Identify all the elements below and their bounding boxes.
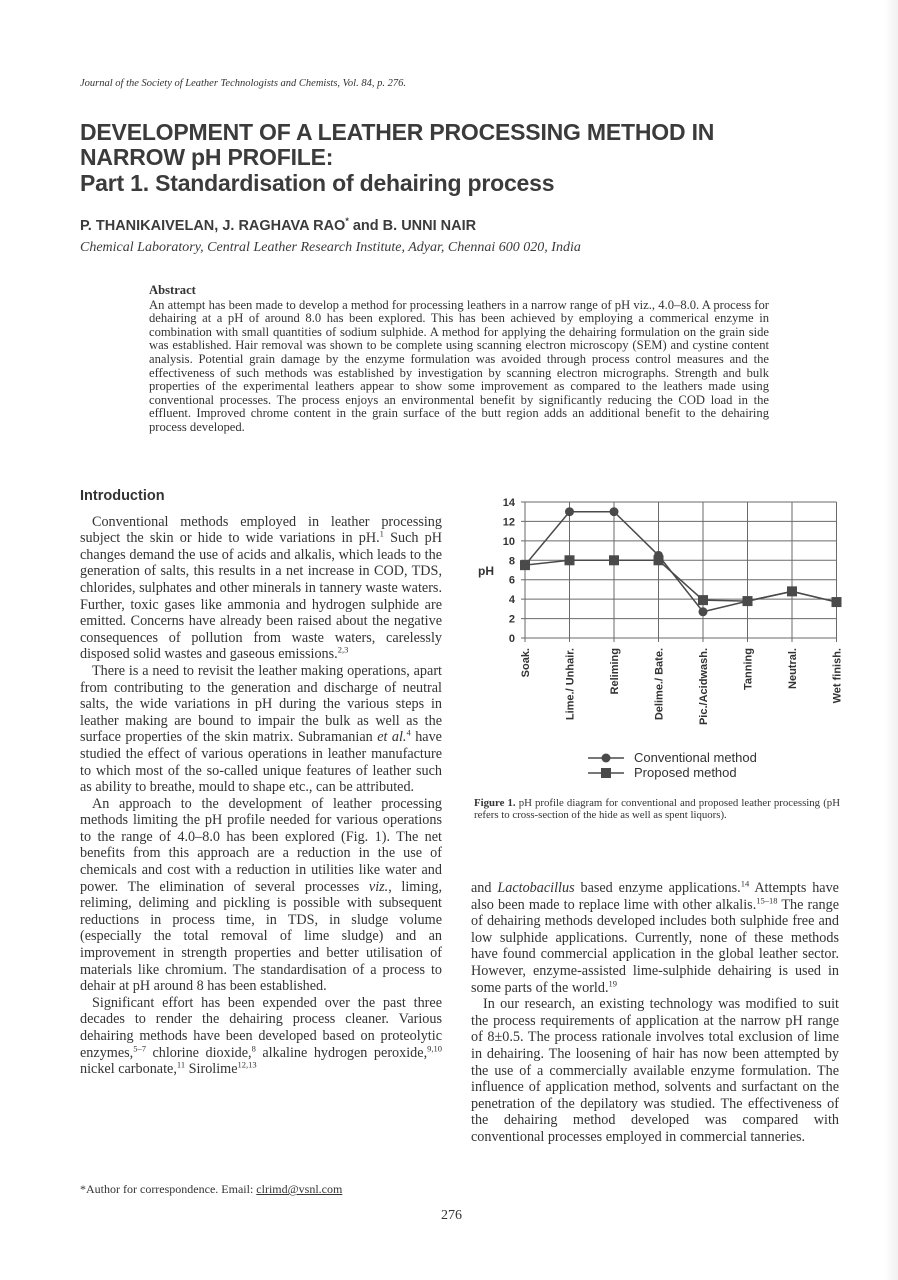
svg-text:14: 14 xyxy=(502,497,515,509)
chart-legend xyxy=(588,750,757,780)
svg-text:Tanning: Tanning xyxy=(742,648,755,690)
right-column xyxy=(471,880,839,1146)
svg-text:Soak.: Soak. xyxy=(520,648,532,678)
svg-text:Reliming: Reliming xyxy=(609,648,621,695)
svg-text:Pic./Acidwash.: Pic./Acidwash. xyxy=(698,648,710,726)
citation-ref: 4 xyxy=(406,727,411,738)
journal-citation: Journal of the Society of Leather Technologists and Chemists, Vol. 84, p. 276. xyxy=(80,78,406,89)
svg-text:2: 2 xyxy=(508,613,515,626)
affiliation: Chemical Laboratory, Central Leather Research Institute, Adyar, Chennai 600 020, India xyxy=(80,240,581,255)
svg-text:Lime./ Unhair.: Lime./ Unhair. xyxy=(564,648,577,721)
svg-text:4: 4 xyxy=(508,594,515,607)
left-column xyxy=(80,488,442,1078)
svg-text:6: 6 xyxy=(508,574,515,587)
svg-text:12: 12 xyxy=(502,516,515,529)
article-subtitle: Part 1. Standardisation of dehairing process xyxy=(80,170,555,196)
citation-ref: 2,3 xyxy=(337,644,349,655)
abstract xyxy=(149,284,769,435)
legend-item-conventional: Conventional method xyxy=(588,750,757,765)
paragraph: Significant effort has been expended over the past three decades to render the dehairing process cleaner. Various dehairing methods have been developed based on proteolytic enzymes,$^{5-7}$ chlorine dioxide,$^8$ alkaline hydrogen peroxide,$^{9,10}$ nickel carbonate,$^{11}$ Sirolime$^{12,13}$ xyxy=(80,994,442,1078)
paragraph: An approach to the development of leather processing methods limiting the pH profile needed for various operations to the range of 4.0–8.0 has been explored (Fig. 1). The net benefits from this approach are a reduction in the use of chemicals and cost with a reduction in utilities like water and power. The elimination of several processes viz., liming, reliming, deliming and pickling is possible with subsequent reductions in process time, in TDS, in sludge volume (especially the total removal of lime sludge) and an improvement in strength properties and better utilisation of materials like chromium. The standardisation of a process to dehair at pH around 8 has been established. xyxy=(80,795,442,995)
ph-profile-chart xyxy=(472,492,852,792)
circle-marker-icon xyxy=(588,752,624,764)
svg-text:Delime./ Bate.: Delime./ Bate. xyxy=(653,648,666,721)
introduction-heading: Introduction xyxy=(80,488,165,504)
paragraph: and Lactobacillus based enzyme applications.$^{14}$ Attempts have also been made to replace lime with other alkalis.$^{15-18}$ The range of dehairing methods developed includes both sulphide free and low sulphide applications. Currently, none of these methods have found commercial application in the global leather sector. However, enzyme-assisted lime-sulphide dehairing is used in some parts of the world.$^{19}$ xyxy=(471,878,840,996)
legend-item-proposed: Proposed method xyxy=(588,765,757,780)
title-line-2: NARROW pH PROFILE: xyxy=(80,144,334,170)
author-list xyxy=(80,218,476,234)
chart-plot-area xyxy=(472,492,852,792)
authors-last: and B. UNNI NAIR xyxy=(348,218,477,234)
title-line-1: DEVELOPMENT OF A LEATHER PROCESSING METHOD IN xyxy=(80,119,715,145)
svg-text:10: 10 xyxy=(502,535,515,548)
svg-text:Neutral.: Neutral. xyxy=(787,648,799,689)
svg-text:pH: pH xyxy=(478,564,494,578)
paragraph: In our research, an existing technology was modified to suit the process requirements of application at the narrow pH range of 8±0.5. The process rationale involves total exclusion of lime in dehairing. The loosening of hair has now been attempted by the use of a commercially available enzyme formulation. The influence of application method, solvents and surfactant on the penetration of the depilatory was studied. The effectiveness of the dehairing method developed was compared with conventional processes employed in commercial tanneries. xyxy=(471,996,839,1145)
page-edge-shadow xyxy=(884,0,898,1280)
article-title xyxy=(80,120,840,196)
svg-text:Wet finish.: Wet finish. xyxy=(831,648,844,704)
citation-ref: 1 xyxy=(379,528,384,539)
correspondence-mark: * xyxy=(345,216,349,227)
authors-first: P. THANIKAIVELAN, J. RAGHAVA RAO xyxy=(80,218,346,234)
email-link[interactable]: clrimd@vsnl.com xyxy=(256,1182,343,1196)
paragraph: There is a need to revisit the leather making operations, apart from contributing to the generation and discharge of neutral salts, the wide variations in pH during the various steps in leather making are bound to impair the bulk as well as the surface properties of the skin matrix. Subramanian et al.$^4$ have studied the effect of various operations in leather manufacture to which most of the so-called unique features of leather such as ability to breathe, mould to shape etc., can be attributed. xyxy=(80,662,442,796)
svg-text:8: 8 xyxy=(508,555,515,568)
correspondence-footnote: *Author for correspondence. Email: clrimd@vsnl.com xyxy=(80,1182,343,1196)
abstract-text: An attempt has been made to develop a method for processing leathers in a narrow range of pH viz., 4.0–8.0. A process for dehairing at a pH of around 8.0 has been explored. This has been achieved by employing a commerical enzyme in combination with small quantities of sodium sulphide. A method for applying the dehairing formulation on the grain side was established. Hair removal was shown to be complete using scanning electron microscopy (SEM) and cystine content analysis. Potential grain damage by the enzyme formulation was avoided through process control measures and the effectiveness of such methods was established by investigation by scanning electron micrographs. Strength and bulk properties of the experimental leathers appear to show some improvement as compared to the leathers made using conventional processes. The process enjoys an environmental benefit by significantly reducing the COD load in the effluent. Improved chrome content in the grain surface of the butt region adds an additional benefit to the dehairing process developed. xyxy=(149,297,769,434)
figure-caption: Figure 1. pH profile diagram for conventional and proposed leather processing (pH refers to cross-section of the hide as well as spent liquors). xyxy=(474,797,840,821)
abstract-heading: Abstract xyxy=(149,283,196,297)
paragraph: Conventional methods employed in leather processing subject the skin or hide to wide variations in pH.$^1$ Such pH changes demand the use of acids and alkalis, which leads to the generation of salts, this results in a net increase in COD, TDS, chlorides, sulphates and other minerals in tannery waste waters. Further, toxic gases like ammonia and hydrogen sulphide are emitted. Concerns have already been raised about the negative consequences of pollution from waste waters, carelessly disposed solid wastes and gaseous emissions.$^{2,3}$ xyxy=(80,513,442,663)
svg-text:0: 0 xyxy=(508,633,515,645)
page-number: 276 xyxy=(441,1208,462,1223)
square-marker-icon xyxy=(588,767,624,779)
